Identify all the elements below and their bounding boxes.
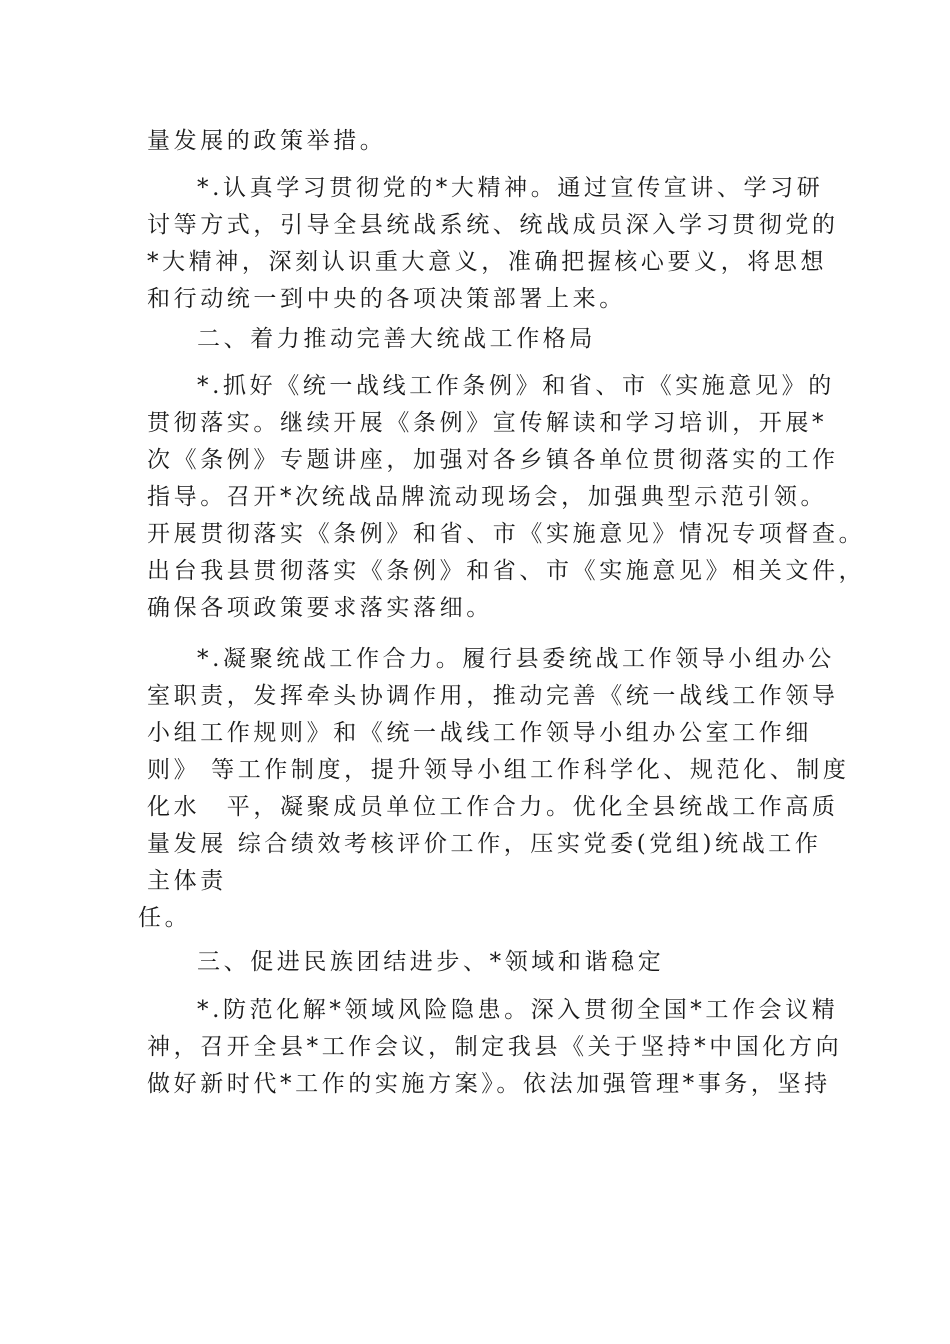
paragraph-line: 贯彻落实。继续开展《条例》宣传解读和学习培训，开展* [147, 410, 828, 436]
paragraph-line: 确保各项政策要求落实落细。 [147, 595, 493, 621]
paragraph-line: 和行动统一到中央的各项决策部署上来。 [147, 286, 626, 312]
paragraph-line: 开展贯彻落实《条例》和省、市《实施意见》情况专项督查。 [147, 521, 866, 547]
paragraph-line: 量发展 综合绩效考核评价工作，压实党委(党组)统战工作 [147, 831, 822, 857]
paragraph-line: *.抓好《统一战线工作条例》和省、市《实施意见》的 [197, 373, 835, 399]
paragraph-line: *.认真学习贯彻党的*大精神。通过宣传宣讲、学习研 [197, 175, 824, 201]
paragraph-line: 量发展的政策举措。 [147, 128, 387, 154]
paragraph-line: 室职责，发挥牵头协调作用，推动完善《统一战线工作领导 [147, 683, 839, 709]
paragraph-line: *.防范化解*领域风险隐患。深入贯彻全国*工作会议精 [197, 997, 839, 1023]
paragraph-line: 任。 [138, 905, 192, 931]
section-heading: 三、促进民族团结进步、*领域和谐稳定 [197, 949, 665, 975]
paragraph-line: 则》 等工作制度，提升领导小组工作科学化、规范化、制度 [147, 757, 850, 783]
paragraph-line: 指导。召开*次统战品牌流动现场会，加强典型示范引领。 [147, 484, 828, 510]
paragraph-line: 讨等方式，引导全县统战系统、统战成员深入学习贯彻党的 [147, 212, 839, 238]
section-heading: 二、着力推动完善大统战工作格局 [197, 326, 596, 352]
paragraph-line: 做好新时代*工作的实施方案》。依法加强管理*事务，坚持 [147, 1071, 831, 1097]
paragraph-line: 化水 平，凝聚成员单位工作合力。优化全县统战工作高质 [147, 794, 839, 820]
paragraph-line: 出台我县贯彻落实《条例》和省、市《实施意见》相关文件， [147, 558, 866, 584]
paragraph-line: 神，召开全县*工作会议，制定我县《关于坚持*中国化方向 [147, 1034, 843, 1060]
paragraph-line: 次《条例》专题讲座，加强对各乡镇各单位贯彻落实的工作 [147, 447, 839, 473]
paragraph-line: 主体责 [147, 868, 227, 894]
paragraph-line: *.凝聚统战工作合力。履行县委统战工作领导小组办公 [197, 646, 835, 672]
paragraph-line: 小组工作规则》和《统一战线工作领导小组办公室工作细 [147, 720, 812, 746]
paragraph-line: *大精神，深刻认识重大意义，准确把握核心要义，将思想 [147, 249, 828, 275]
